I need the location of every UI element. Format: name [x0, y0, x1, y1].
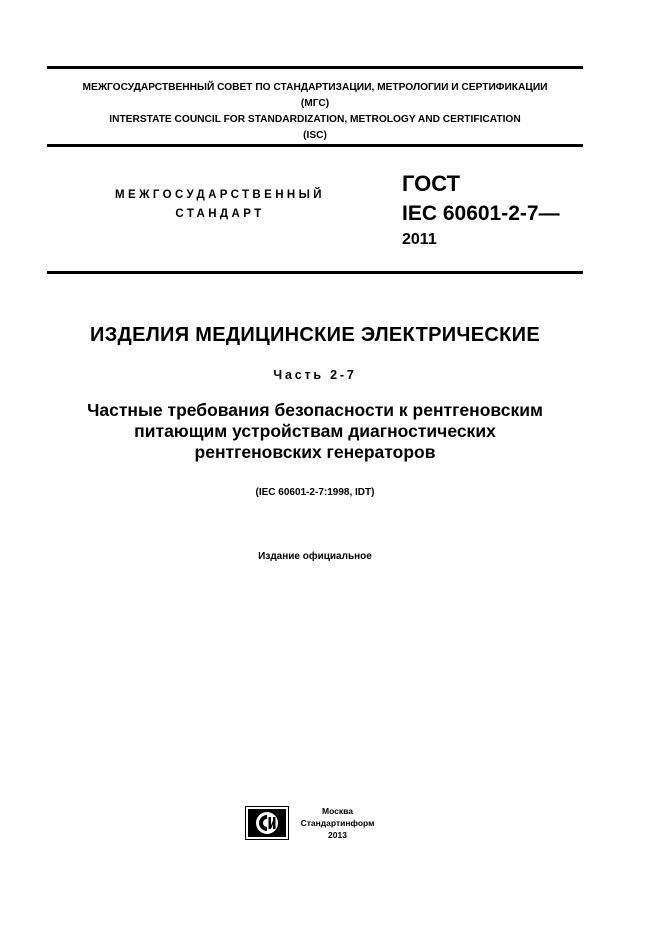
- standard-type: [70, 186, 370, 224]
- standard-type-line2: СТАНДАРТ: [175, 208, 265, 220]
- publisher-name: Стандартинформ: [300, 818, 375, 828]
- subtitle-line3: рентгеновских генераторов: [194, 442, 436, 462]
- council-abbr-en: (ISC): [303, 130, 327, 141]
- standard-designation: [402, 171, 560, 250]
- council-name-en: INTERSTATE COUNCIL FOR STANDARDIZATION, METROLOGY AND CERTIFICATION: [109, 114, 521, 125]
- standard-type-line1: МЕЖГОСУДАРСТВЕННЫЙ: [115, 189, 325, 201]
- standartinform-logo-icon: [245, 806, 289, 840]
- iec-reference: (IEC 60601-2-7:1998, IDT): [255, 487, 375, 498]
- document-subtitle: [0, 400, 630, 463]
- bottom-rule: [47, 271, 583, 274]
- subtitle-line2: питающим устройствам диагностических: [134, 421, 496, 441]
- council-name-ru: МЕЖГОСУДАРСТВЕННЫЙ СОВЕТ ПО СТАНДАРТИЗАЦИИ, МЕТРОЛОГИИ И СЕРТИФИКАЦИИ: [82, 82, 548, 93]
- council-abbr-ru: (МГС): [300, 98, 330, 109]
- subtitle-line1: Частные требования безопасности к рентгеновским: [87, 400, 543, 420]
- publisher-year: 2013: [328, 830, 347, 840]
- standard-number: IEC 60601-2-7—: [402, 202, 560, 225]
- top-rule: [47, 66, 583, 69]
- standard-year: 2011: [402, 231, 437, 248]
- part-label: Часть 2-7: [273, 368, 357, 382]
- gost-label: ГОСТ: [402, 171, 461, 196]
- publisher-block: [290, 805, 385, 841]
- document-title: ИЗДЕЛИЯ МЕДИЦИНСКИЕ ЭЛЕКТРИЧЕСКИЕ: [90, 324, 540, 346]
- council-header: [47, 80, 583, 144]
- publisher-city: Москва: [322, 806, 353, 816]
- middle-rule: [47, 144, 583, 147]
- edition-label: Издание официальное: [258, 551, 372, 562]
